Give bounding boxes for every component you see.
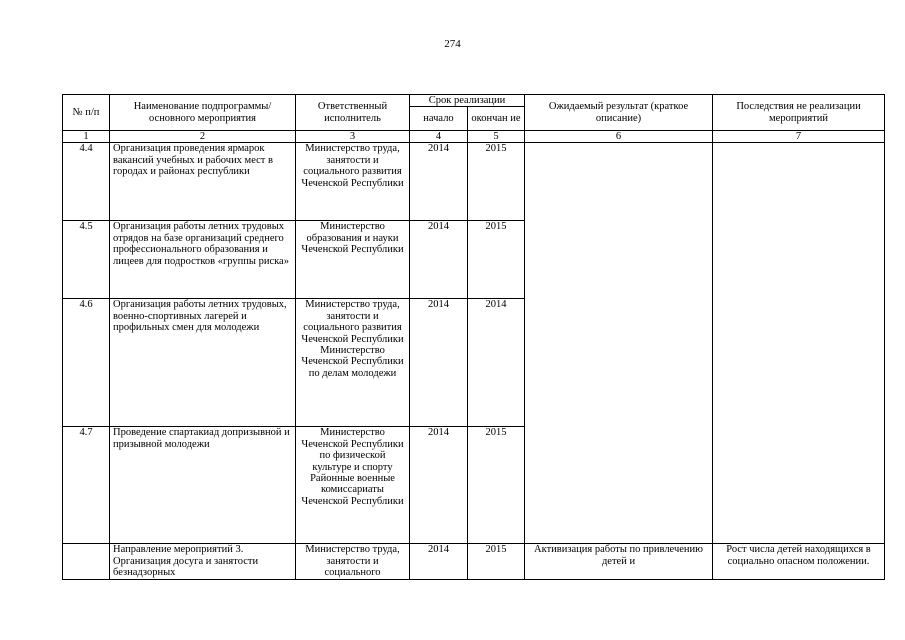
header-num: № п/п xyxy=(63,95,110,131)
row-start: 2014 xyxy=(410,299,468,427)
row-name: Проведение спартакиад допризывной и призывной молодежи xyxy=(110,427,296,544)
header-name: Наименование подпрограммы/ основного мероприятия xyxy=(110,95,296,131)
row-result: Активизация работы по привлечению детей и xyxy=(525,544,713,580)
header-result: Ожидаемый результат (краткое описание) xyxy=(525,95,713,131)
column-number: 5 xyxy=(468,131,525,143)
row-consequences-merged xyxy=(713,143,885,544)
row-end: 2015 xyxy=(468,221,525,299)
table-row xyxy=(63,143,885,221)
row-num: 4.7 xyxy=(63,427,110,544)
row-result-merged xyxy=(525,143,713,544)
column-number: 1 xyxy=(63,131,110,143)
row-name: Организация работы летних трудовых отрядов на базе организаций среднего профессионального образования и лицеев для подростков «группы риска» xyxy=(110,221,296,299)
row-name: Организация проведения ярмарок вакансий учебных и рабочих мест в городах и районах республики xyxy=(110,143,296,221)
header-executor: Ответственный исполнитель xyxy=(296,95,410,131)
row-name: Направление мероприятий 3. Организация досуга и занятости безнадзорных xyxy=(110,544,296,580)
row-num: 4.5 xyxy=(63,221,110,299)
row-end: 2015 xyxy=(468,544,525,580)
row-end: 2014 xyxy=(468,299,525,427)
row-start: 2014 xyxy=(410,221,468,299)
column-number: 4 xyxy=(410,131,468,143)
activities-table xyxy=(62,94,885,580)
header-period: Срок реализации xyxy=(410,95,525,107)
header-consequences: Последствия не реализации мероприятий xyxy=(713,95,885,131)
row-executor: Министерство труда, занятости и социального xyxy=(296,544,410,580)
header-end: окончан ие xyxy=(468,107,525,131)
row-consequences: Рост числа детей находящихся в социально опасном положении. xyxy=(713,544,885,580)
row-executor: Министерство труда, занятости и социального развития Чеченской Республики xyxy=(296,143,410,221)
column-number: 6 xyxy=(525,131,713,143)
row-executor: Министерство труда, занятости и социального развития Чеченской Республики Министерство Чеченской Республики по делам молодежи xyxy=(296,299,410,427)
header-start: начало xyxy=(410,107,468,131)
row-executor: Министерство Чеченской Республики по физической культуре и спорту Районные военные комиссариаты Чеченской Республики xyxy=(296,427,410,544)
column-number: 7 xyxy=(713,131,885,143)
row-name: Организация работы летних трудовых, военно-спортивных лагерей и профильных смен для молодежи xyxy=(110,299,296,427)
page-number: 274 xyxy=(444,38,461,50)
row-executor: Министерство образования и науки Чеченской Республики xyxy=(296,221,410,299)
row-num xyxy=(63,544,110,580)
row-start: 2014 xyxy=(410,143,468,221)
row-start: 2014 xyxy=(410,427,468,544)
row-start: 2014 xyxy=(410,544,468,580)
table-row xyxy=(63,544,885,580)
row-num: 4.4 xyxy=(63,143,110,221)
column-numbers-row xyxy=(63,131,885,143)
column-number: 2 xyxy=(110,131,296,143)
row-end: 2015 xyxy=(468,143,525,221)
row-num: 4.6 xyxy=(63,299,110,427)
column-number: 3 xyxy=(296,131,410,143)
row-end: 2015 xyxy=(468,427,525,544)
